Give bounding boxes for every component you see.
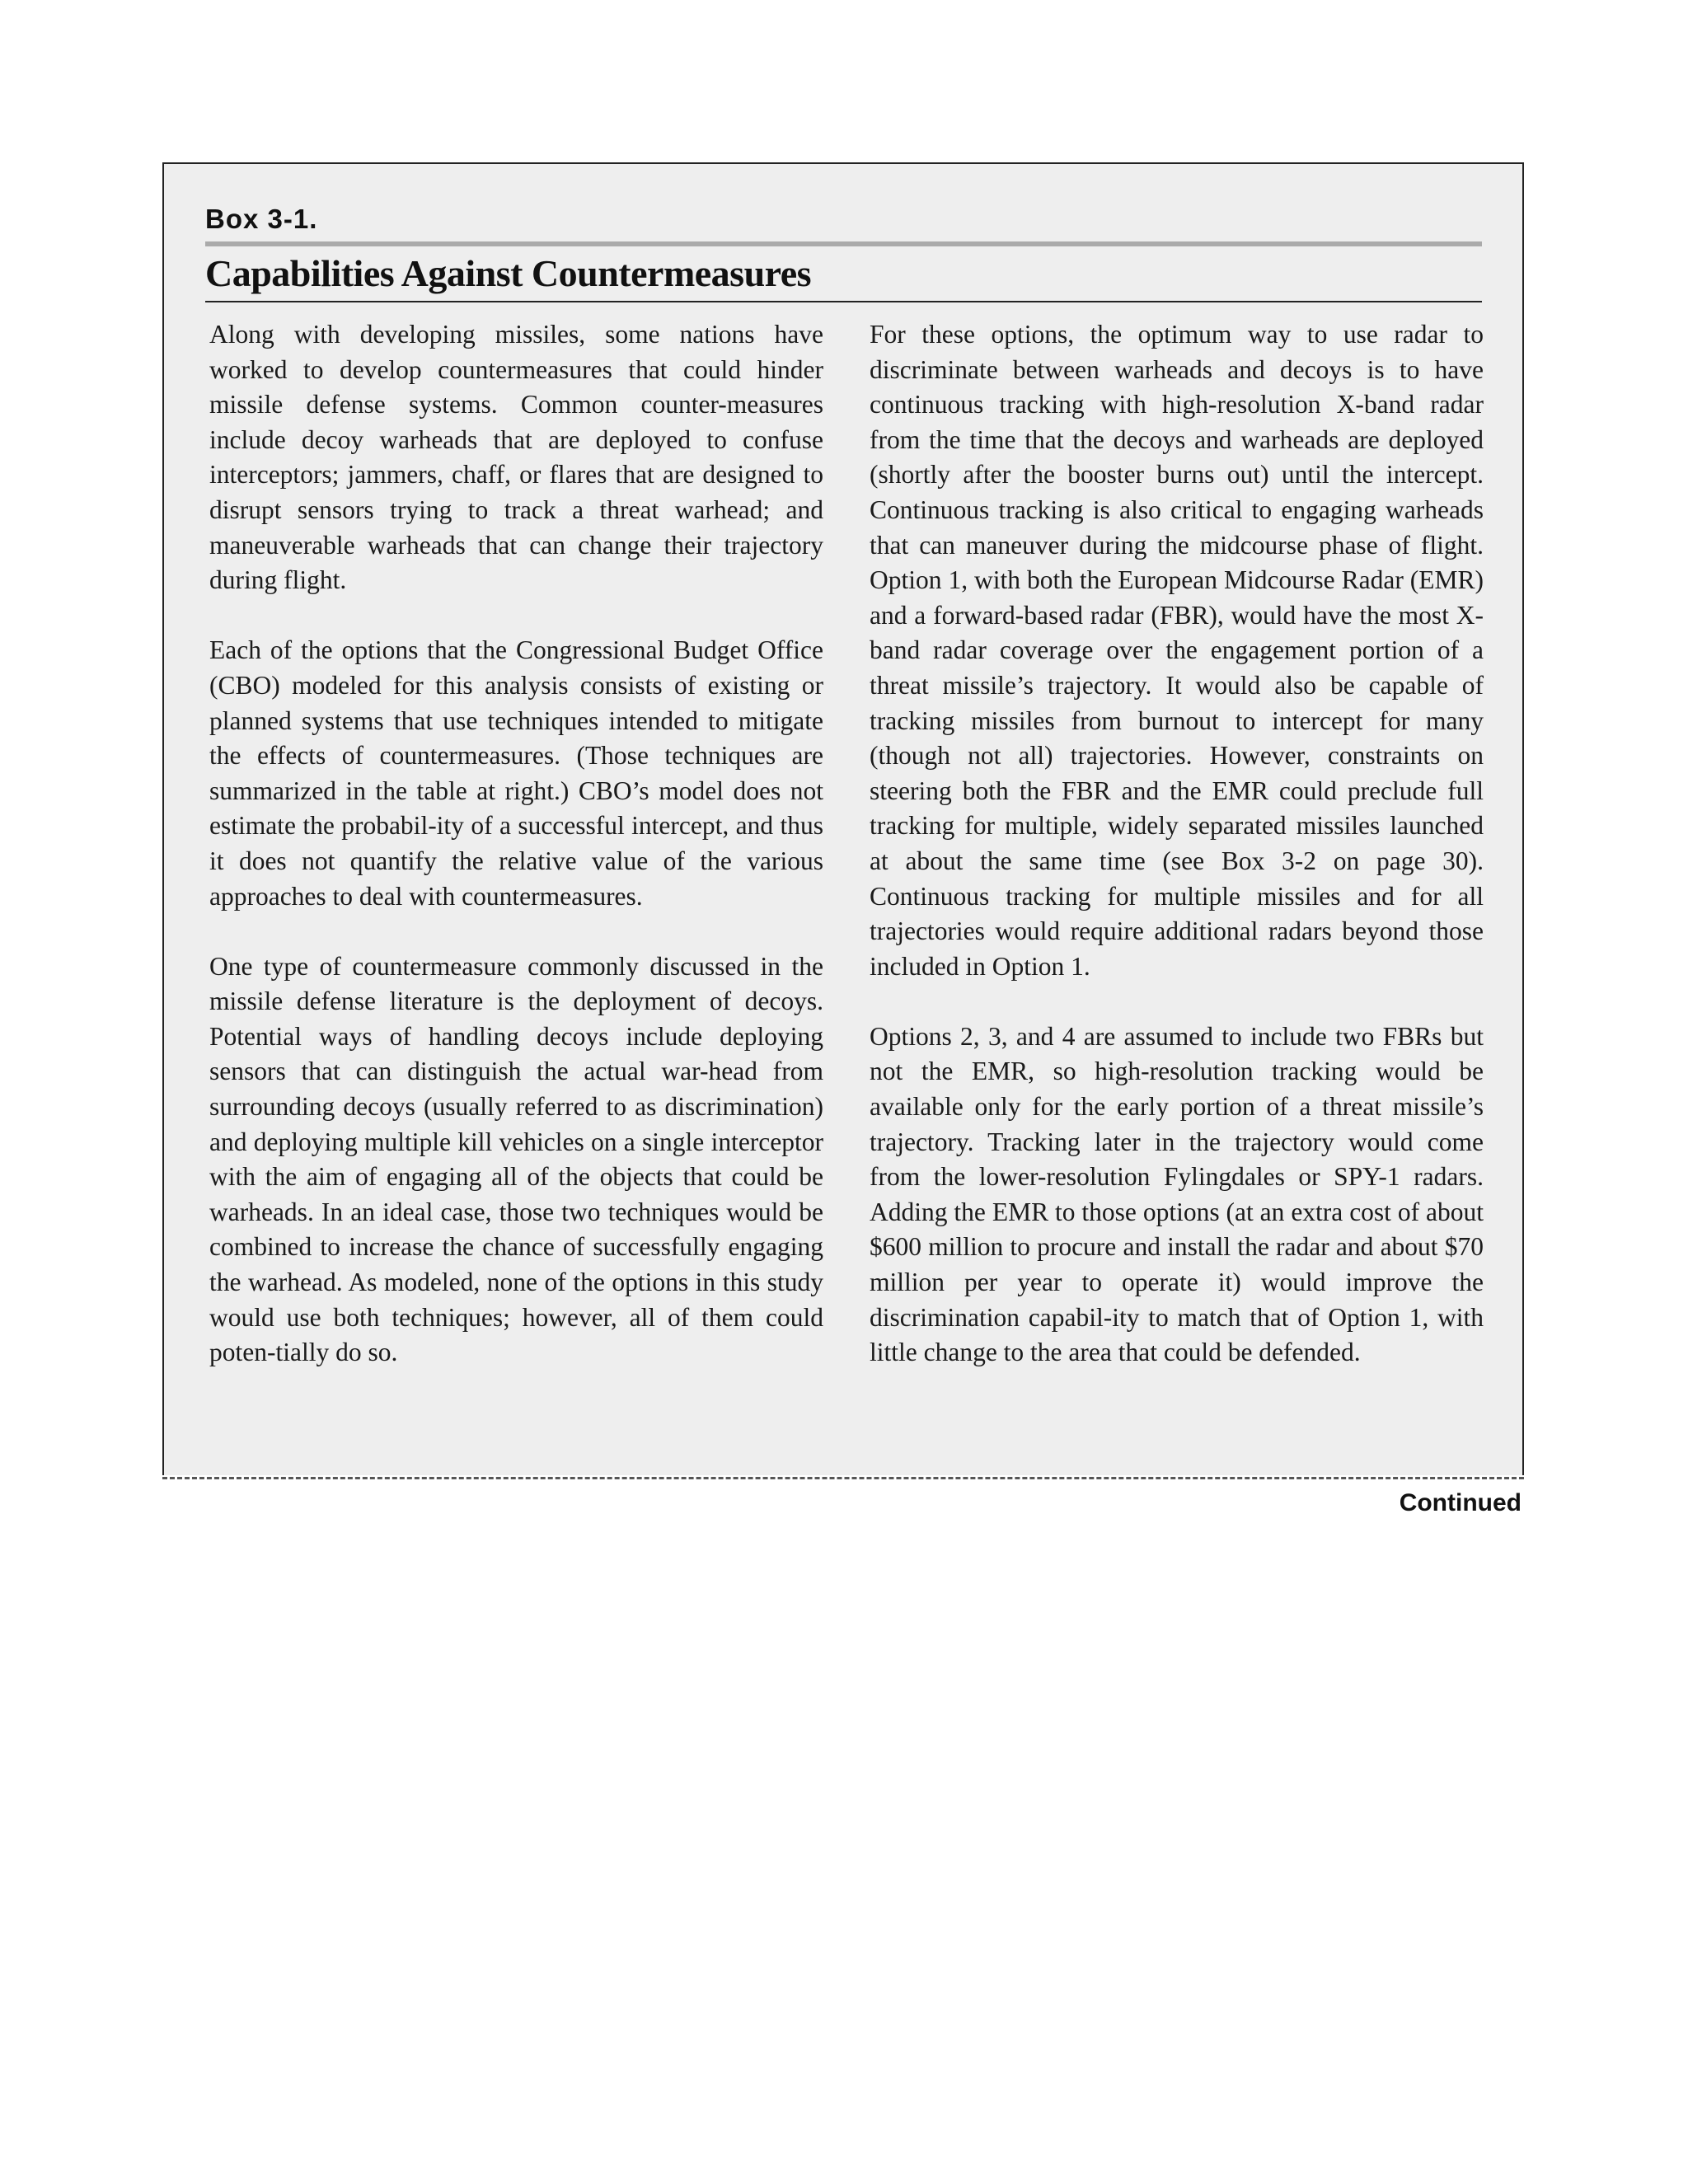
continuation-dashed-rule	[162, 1477, 1524, 1479]
sidebar-box	[162, 162, 1524, 1475]
continued-label: Continued	[1399, 1489, 1522, 1516]
left-column	[209, 317, 823, 1405]
left-paragraph-1: Along with developing missiles, some nations have worked to develop countermeasures that could hinder missile defense systems. Common counter-measures include decoy warheads that are deployed to confuse interceptors; jammers, chaff, or flares that are designed to disrupt sensors trying to track a threat warhead; and maneuverable warheads that can change their trajectory during flight.	[209, 320, 823, 595]
left-paragraph-3: One type of countermeasure commonly discussed in the missile defense literature is the deployment of decoys. Potential ways of handling decoys include deploying sensors that can distinguish the actual war-head from surrounding decoys (usually referred to as discrimination) and deploying multiple kill vehicles on a single interceptor with the aim of engaging all of the objects that could be warheads. In an ideal case, those two techniques would be combined to increase the chance of successfully engaging the warhead. As modeled, none of the options in this study would use both techniques; however, all of them could poten-tially do so.	[209, 951, 823, 1367]
right-column	[870, 317, 1484, 1405]
box-label: Box 3-1.	[205, 204, 318, 234]
right-paragraph-1: For these options, the optimum way to use radar to discriminate between warheads and decoys is to have continuous tracking with high-resolution X-band radar from the time that the decoys and warheads are deployed (shortly after the booster burns out) until the intercept. Continuous tracking is also critical to engaging warheads that can maneuver during the midcourse phase of flight. Option 1, with both the European Midcourse Radar (EMR) and a forward-based radar (FBR), would have the most X-band radar coverage over the engagement portion of a threat missile’s trajectory. It would also be capable of tracking missiles from burnout to intercept for many (though not all) trajectories. However, constraints on steering both the FBR and the EMR could preclude full tracking for multiple, widely separated missiles launched at about the same time (see Box 3-2 on page 30). Continuous tracking for multiple missiles and for all trajectories would require additional radars beyond those included in Option 1.	[870, 320, 1484, 981]
title-rule-bottom	[205, 301, 1482, 302]
left-paragraph-2: Each of the options that the Congressional Budget Office (CBO) modeled for this analysis consists of existing or planned systems that use techniques intended to mitigate the effects of countermeasures. (Those techniques are summarized in the table at right.) CBO’s model does not estimate the probabil-ity of a successful intercept, and thus it does not quantify the relative value of the various approaches to deal with countermeasures.	[209, 635, 823, 911]
title-rule-top	[205, 241, 1482, 246]
box-title: Capabilities Against Countermeasures	[205, 252, 812, 294]
right-paragraph-2: Options 2, 3, and 4 are assumed to include two FBRs but not the EMR, so high-resolution tracking would be available only for the early portion of a threat missile’s trajectory. Tracking later in the trajectory would come from the lower-resolution Fylingdales or SPY-1 radars. Adding the EMR to those options (at an extra cost of about $600 million to procure and install the radar and about $70 million per year to operate it) would improve the discrimination capabil-ity to match that of Option 1, with little change to the area that could be defended.	[870, 1021, 1484, 1367]
